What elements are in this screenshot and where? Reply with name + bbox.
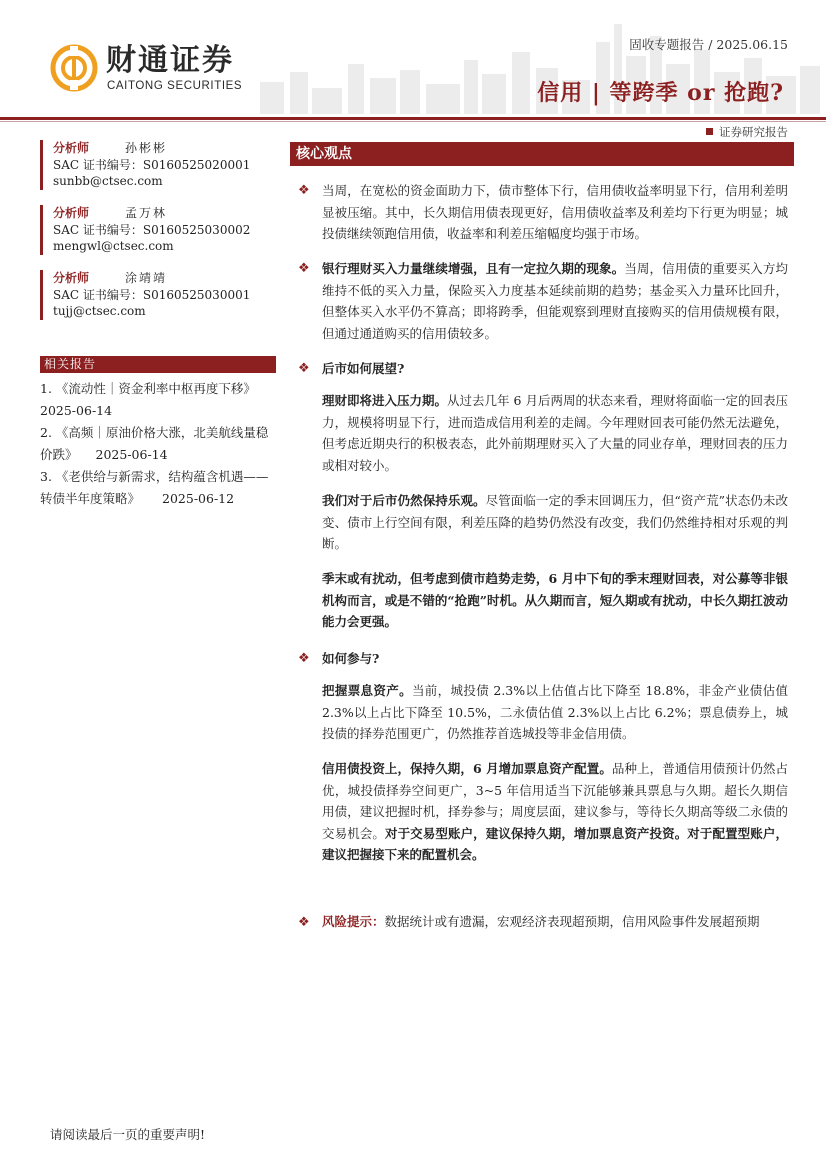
diamond-bullet-icon: ❖ bbox=[298, 361, 310, 376]
square-bullet-icon bbox=[706, 128, 713, 135]
diamond-bullet-icon: ❖ bbox=[298, 651, 310, 666]
analyst-name: 涂靖靖 bbox=[125, 271, 168, 285]
outlook-paragraph-front-run: 季末或有扰动，但考虑到债市趋势走势，6 月中下旬的季末理财回表，对公募等非银机构而言，或是不错的“抢跑”时机。从久期而言，短久期或有扰动，中长久期扛波动能力会更强。 bbox=[322, 571, 788, 629]
analyst-role: 分析师 bbox=[53, 271, 90, 285]
bold-lead: 银行理财买入力量继续增强，且有一定拉久期的现象。 bbox=[322, 261, 625, 276]
report-type-text: 证券研究报告 bbox=[719, 125, 788, 139]
diamond-bullet-icon: ❖ bbox=[298, 183, 310, 198]
related-report-title[interactable]: 3. 《老供给与新需求，结构蕴含机遇——转债半年度策略》 bbox=[40, 469, 269, 506]
outlook-paragraph-pressure bbox=[322, 390, 788, 476]
analyst-sac: SAC 证书编号：S0160525030001 bbox=[53, 287, 251, 302]
analyst-sac: SAC 证书编号：S0160525020001 bbox=[53, 157, 251, 172]
risk-label: 风险提示： bbox=[322, 914, 385, 929]
participate-paragraph-duration bbox=[322, 758, 788, 866]
risk-text: 数据统计或有遗漏，宏观经济表现超预期，信用风险事件发展超预期 bbox=[384, 914, 760, 929]
header-divider bbox=[0, 117, 826, 120]
related-reports-list bbox=[40, 378, 280, 510]
analyst-role: 分析师 bbox=[53, 206, 90, 220]
bold-lead: 我们对于后市仍然保持乐观。 bbox=[322, 493, 486, 508]
logo-chinese-text: 财通证券 bbox=[106, 43, 234, 78]
analyst-sac: SAC 证书编号：S0160525030002 bbox=[53, 222, 251, 237]
bold-lead: 把握票息资产。 bbox=[322, 683, 412, 698]
header-divider-thin bbox=[0, 121, 826, 122]
bold-lead: 理财即将进入压力期。 bbox=[322, 393, 448, 408]
analyst-role: 分析师 bbox=[53, 141, 90, 155]
analyst-email[interactable]: mengwl@ctsec.com bbox=[53, 239, 174, 253]
risk-warning bbox=[322, 911, 788, 933]
bold-lead: 信用债投资上，保持久期，6 月增加票息资产配置。 bbox=[322, 761, 612, 776]
participate-paragraph-coupon bbox=[322, 680, 788, 745]
body-text: 尽管面临一定的季末回调压力，但“资产荒”状态仍未改变、债市上行空间有限，利差压降的趋势仍然没有改变，我们仍然维持相对乐观的判断。 bbox=[322, 493, 788, 551]
diamond-bullet-icon: ❖ bbox=[298, 915, 310, 930]
related-report-title[interactable]: 1. 《流动性｜资金利率中枢再度下移》 bbox=[40, 381, 256, 396]
body-text: 从过去几年 6 月后两周的状态来看，理财将面临一定的回表压力，规模将明显下行，进而造成信用利差的走阔。今年理财回表可能仍然无法避免，但考虑近期央行的积极表态，此外前期理财买入了大量的同业存单，理财回表的压力或相对较小。 bbox=[322, 393, 788, 473]
caitong-logo-icon bbox=[50, 44, 98, 92]
related-report-date: 2025-06-14 bbox=[40, 403, 113, 418]
body-text: 当前，城投债 2.3%以上估值占比下降至 18.8%，非金产业债估值 2.3%以上占比下降至 10.5%，二永债估值 2.3%以上占比 6.2%；票息债券上，城投债的择券范围更广，仍然推荐首选城投等非金信用债。 bbox=[322, 683, 788, 741]
core-point-bank-wealth bbox=[322, 258, 788, 344]
analyst-card bbox=[40, 205, 283, 255]
body-text: 当周，信用债的重要买入方均维持不低的买入力量，保险买入力度基本延续前期的趋势；基金买入力量环比回升，但整体买入水平仍不算高；即将跨季，但能观察到理财直接购买的信用债规模有限，但通过通道购买的信用债较多。 bbox=[322, 261, 788, 341]
related-reports-heading: 相关报告 bbox=[40, 356, 276, 373]
analyst-name: 孟万林 bbox=[125, 206, 168, 220]
related-report-item[interactable] bbox=[40, 466, 280, 510]
body-text: 品种上，普通信用债预计仍然占优，城投债择券空间更广，3~5 年信用适当下沉能够兼具票息与久期。超长久期信用债，建议把握时机，择券参与；周度层面，建议参与，等待长久期高等级二永债的交易机会。 bbox=[322, 761, 788, 841]
core-point-weekly-market: 当周，在宽松的资金面助力下，债市整体下行，信用债收益率明显下行，信用利差明显被压缩。其中，长久期信用债表现更好，信用债收益率及利差均下行更为明显；城投债继续领跑信用债，收益率和利差压缩幅度均强于市场。 bbox=[322, 183, 788, 241]
report-title: 信用 | 等跨季 or 抢跑? bbox=[537, 80, 784, 106]
related-report-item[interactable] bbox=[40, 378, 280, 422]
analyst-email[interactable]: sunbb@ctsec.com bbox=[53, 174, 163, 188]
core-view-heading: 核心观点 bbox=[290, 142, 794, 166]
analyst-name: 孙彬彬 bbox=[125, 141, 168, 155]
diamond-bullet-icon: ❖ bbox=[298, 261, 310, 276]
report-type-label bbox=[706, 124, 788, 140]
outlook-paragraph-optimistic bbox=[322, 490, 788, 555]
related-report-date: 2025-06-12 bbox=[162, 491, 235, 506]
analyst-card bbox=[40, 140, 283, 190]
report-meta: 固收专题报告 / 2025.06.15 bbox=[629, 37, 788, 52]
related-report-date: 2025-06-14 bbox=[95, 447, 168, 462]
related-report-title[interactable]: 2. 《高频｜原油价格大涨，北美航线量稳价跌》 bbox=[40, 425, 269, 462]
analyst-card bbox=[40, 270, 283, 320]
bold-conclusion: 对于交易型账户，建议保持久期，增加票息资产投资。对于配置型账户，建议把握接下来的配置机会。 bbox=[322, 825, 788, 862]
logo-english-text: CAITONG SECURITIES bbox=[107, 80, 243, 92]
section-question-participate: 如何参与? bbox=[322, 651, 380, 666]
related-report-item[interactable] bbox=[40, 422, 280, 466]
section-question-outlook: 后市如何展望? bbox=[322, 361, 405, 376]
analyst-email[interactable]: tujj@ctsec.com bbox=[53, 304, 146, 318]
disclaimer-note: 请阅读最后一页的重要声明! bbox=[50, 1127, 206, 1142]
